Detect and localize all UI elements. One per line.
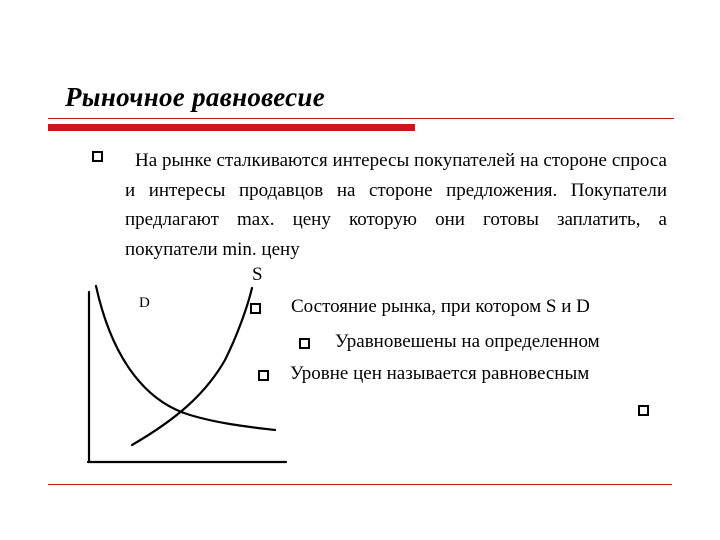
bullet-square-icon xyxy=(638,405,649,416)
bullet-text-1: Состояние рынка, при котором S и D xyxy=(291,296,590,317)
bullet-text-3: Уровне цен называется равновесным xyxy=(290,363,590,384)
intro-paragraph-text: На рынке сталкиваются интересы покупателей на стороне спроса и интересы продавцов на стороне предложения. Покупатели предлагают max. цену которую они готовы заплатить, а покупатели min. цену xyxy=(125,150,667,260)
bullet-text-2: Уравновешены на определенном xyxy=(335,331,600,352)
slide-title: Рыночное равновесие xyxy=(65,82,326,112)
demand-label: D xyxy=(139,295,150,311)
bullet-square-icon xyxy=(250,303,261,314)
supply-label: S xyxy=(252,264,263,285)
bullet-square-icon xyxy=(258,370,269,381)
supply-curve xyxy=(132,288,252,445)
bullet-square-icon xyxy=(299,338,310,349)
footer-rule xyxy=(48,484,672,485)
